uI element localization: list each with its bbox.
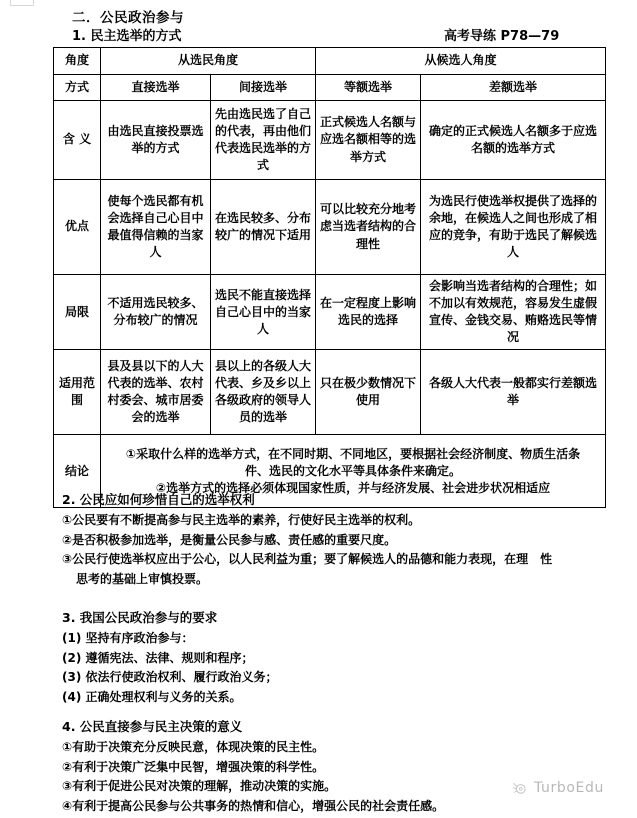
table-header-row-method [54,75,606,101]
section-line: (4) 正确处理权利与义务的关系。 [62,689,242,704]
section-line: ①有助于决策充分反映民意，体现决策的民主性。 [62,740,325,755]
table-row [54,101,606,180]
election-methods-table-wrapper [53,47,605,508]
section-line: ②是否积极参加选举，是衡量公民参与感、责任感的重要尺度。 [62,532,397,547]
row-label-merit: 优点 [54,180,101,275]
section-line: ①公民要有不断提高参与民主选举的素养，行使好民主选举的权利。 [62,513,421,528]
watermark-text: TurboEdu [534,780,604,796]
cell-limitation-indirect: 选民不能直接选择自己心目中的当家人 [211,275,316,350]
section-title: 4. 公民直接参与民主决策的意义 [62,719,243,734]
section-line: (3) 依法行使政治权利、履行政治义务； [62,670,278,685]
turboedu-logo-icon [511,781,528,796]
section-heading-1: 1. 民主选举的方式 [72,29,182,44]
cell-scope-indirect: 县以上的各级人大代表、乡及乡以上各级政府的领导人员的选举 [211,350,316,435]
conclusion-line: ②选举方式的选择必须体现国家性质，并与经济发展、社会进步状况相适应 [155,480,551,495]
section-line: ③公民行使选举权应出于公心，以人民利益为重；要了解候选人的品德和能力表现，在理 性 [62,552,553,567]
election-methods-table [53,47,606,508]
cell-merit-direct: 使每个选民都有机会选择自己心目中最值得信赖的当家人 [101,180,211,275]
header-group-voter: 从选民角度 [101,48,316,75]
cell-scope-differential: 各级人大代表一般都实行差额选举 [421,350,606,435]
cell-meaning-equal: 正式候选人名额与应选名额相等的选举方式 [316,101,421,180]
page-title: 二．公民政治参与 [72,10,184,26]
cell-scope-direct: 县及县以下的人大代表的选举、农村村委会、城市居委会的选举 [101,350,211,435]
cell-limitation-differential: 会影响当选者结构的合理性；如不加以有效规范，容易发生虚假宣传、金钱交易、贿赂选民等情况 [421,275,606,350]
cell-merit-equal: 可以比较充分地考虑当选者结构的合理性 [316,180,421,275]
row-label-scope: 适用范围 [54,350,101,435]
section-citizen-voting-rights [62,490,622,589]
section-line: ④有利于提高公民参与公共事务的热情和信心，增强公民的社会责任感。 [62,798,445,813]
cell-limitation-equal: 在一定程度上影响选民的选择 [316,275,421,350]
section-line: ③有利于促进公民对决策的理解，推动决策的实施。 [62,779,337,794]
section-line: (2) 遵循宪法、法律、规则和程序； [62,650,254,665]
header-label-perspective: 角度 [54,48,101,75]
section-title: 3. 我国公民政治参与的要求 [62,610,218,625]
cell-meaning-differential: 确定的正式候选人名额多于应选名额的选举方式 [421,101,606,180]
header-col-indirect: 间接选举 [211,75,316,101]
table-header-row-perspective [54,48,606,75]
table-row [54,350,606,435]
table-row [54,180,606,275]
section-line: 思考的基础上审慎投票。 [76,571,209,586]
header-group-candidate: 从候选人角度 [316,48,606,75]
table-row [54,275,606,350]
cell-meaning-direct: 由选民直接投票选举的方式 [101,101,211,180]
header-col-direct: 直接选举 [101,75,211,101]
section-political-participation-requirements [62,608,622,707]
row-label-limitation: 局限 [54,275,101,350]
section-line: (1) 坚持有序政治参与： [62,631,194,646]
cell-merit-differential: 为选民行使选举权提供了选择的余地，在候选人之间也形成了相应的竞争，有助于选民了解候选人 [421,180,606,275]
conclusion-line: ①采取什么样的选举方式，在不同时期、不同地区，要根据社会经济制度、物质生活条 [125,446,581,461]
section-line: ②有利于决策广泛集中民智，增强决策的科学性。 [62,759,325,774]
row-label-meaning: 含 义 [54,101,101,180]
cell-limitation-direct: 不适用选民较多、分布较广的情况 [101,275,211,350]
cell-merit-indirect: 在选民较多、分布较广的情况下适用 [211,180,316,275]
header-col-differential: 差额选举 [421,75,606,101]
cell-meaning-indirect: 先由选民选了自己的代表，再由他们代表选民选举的方式 [211,101,316,180]
section-title: 2. 公民应如何珍惜自己的选举权利 [62,492,255,507]
watermark [511,780,604,796]
conclusion-line: 件、选民的文化水平等具体条件来确定。 [245,463,462,478]
scan-artifact [10,0,34,6]
header-col-equal: 等额选举 [316,75,421,101]
cell-scope-equal: 只在极少数情况下使用 [316,350,421,435]
reference-note: 高考导练 P78—79 [444,29,560,44]
header-label-method: 方式 [54,75,101,101]
section-democratic-decision-significance [62,717,622,816]
row-label-conclusion: 结论 [54,435,101,508]
